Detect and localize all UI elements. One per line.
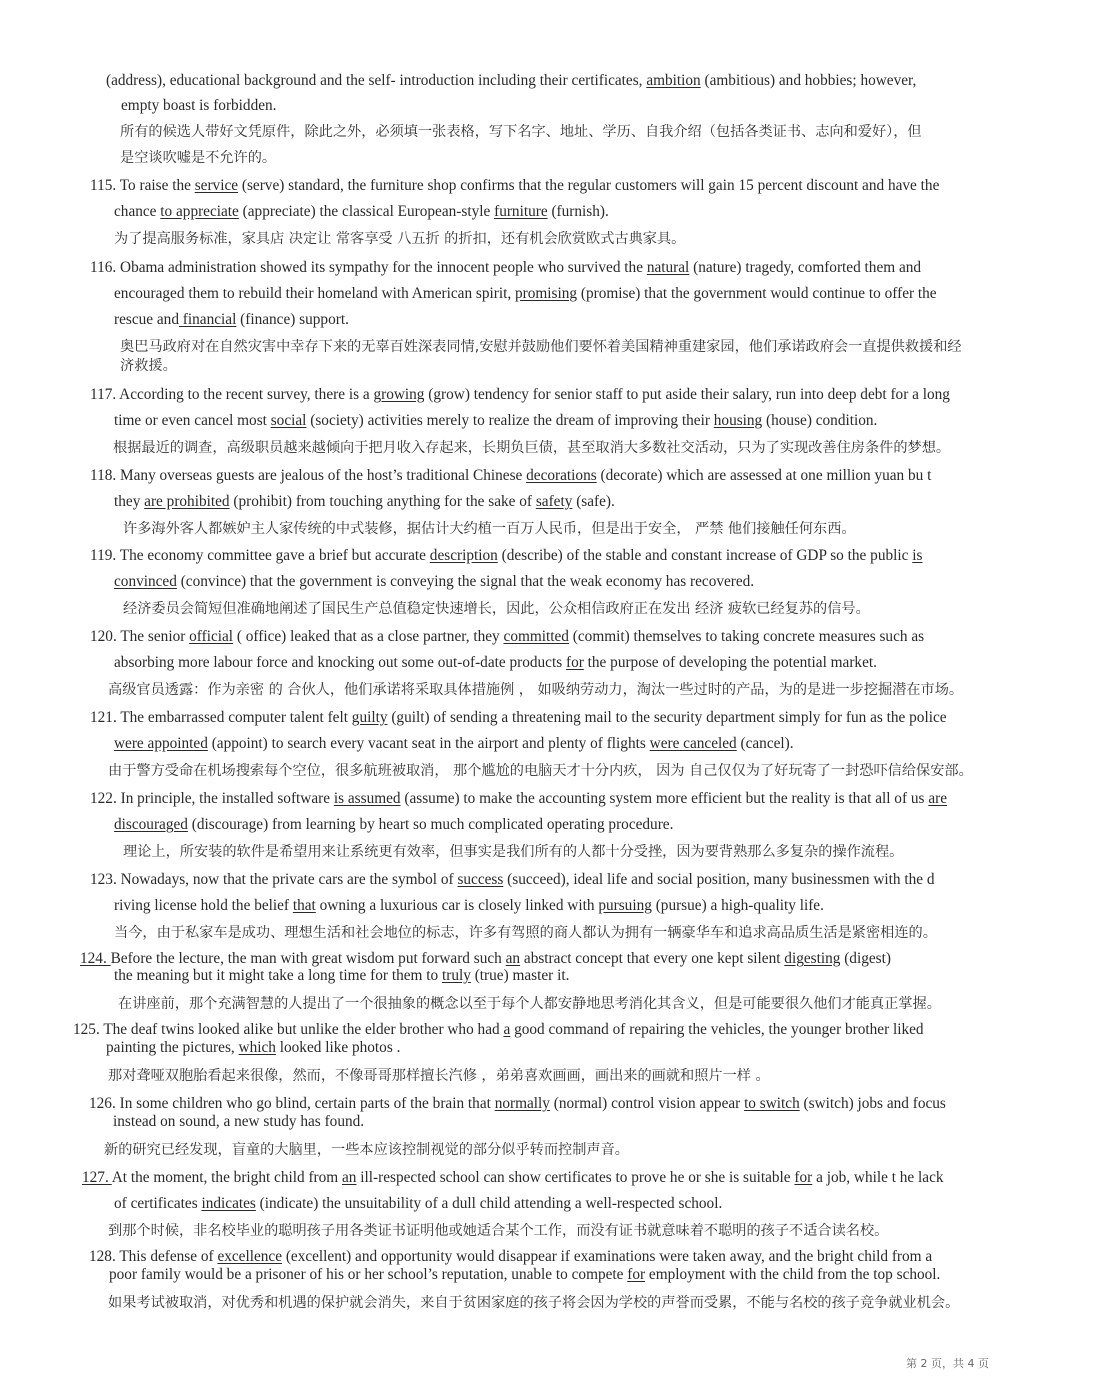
answer-word: success <box>457 871 504 888</box>
text-segment: (describe) of the stable and constant increase of GDP so the public <box>497 547 913 564</box>
text-segment: (appoint) to search every vacant seat in the airport and plenty of flights <box>207 735 650 752</box>
text-segment: painting the pictures, <box>106 1039 239 1056</box>
text-line <box>106 72 916 90</box>
text-segment: 济救援。 <box>120 358 177 374</box>
answer-word: promising <box>515 285 578 302</box>
answer-word: safety <box>535 493 573 510</box>
text-line <box>114 285 937 303</box>
text-line <box>73 1021 924 1039</box>
text-segment: 115. To raise the <box>90 177 195 194</box>
translation-line <box>108 681 963 699</box>
text-segment: 所有的候选人带好文凭原件，除此之外，必须填一张表格，写下名字、地址、学历、自我介绍（包括各类证书、志向和爱好），但 <box>120 124 922 140</box>
text-segment: (true) master it. <box>470 967 570 984</box>
text-line <box>114 897 824 915</box>
answer-word: an <box>505 950 521 967</box>
answer-word: 124. <box>80 950 111 967</box>
text-segment: riving license hold the belief <box>114 897 293 914</box>
answer-word: furniture <box>494 203 548 220</box>
text-segment: (normal) control vision appear <box>549 1095 745 1112</box>
answer-word: for <box>627 1266 646 1283</box>
text-segment: 122. In principle, the installed software <box>90 790 334 807</box>
text-segment: (switch) jobs and focus <box>799 1095 946 1112</box>
text-segment: 根据最近的调查，高级职员越来越倾向于把月收入存起来，长期负巨债，甚至取消大多数社交活动，只为了实现改善住房条件的梦想。 <box>113 440 951 456</box>
text-segment: (grow) tendency for senior staff to put aside their salary, run into deep debt for a long <box>424 386 950 403</box>
answer-word: that <box>292 897 316 914</box>
text-segment: 125. The deaf twins looked alike but unlike the elder brother who had <box>73 1021 504 1038</box>
text-segment: 当今，由于私家车是成功、理想生活和社会地位的标志，许多有驾照的商人都认为拥有一辆豪华车和追求高品质生活是紧密相连的。 <box>114 925 937 941</box>
text-segment: good command of repairing the vehicles, the younger brother liked <box>510 1021 924 1038</box>
answer-word: for <box>565 654 584 671</box>
answer-word: is assumed <box>333 790 401 807</box>
text-segment: (address), educational background and the self- introduction including their certificates, <box>106 72 647 89</box>
text-segment: 为了提高服务标准，家具店 决定让 常客享受 八五折 的折扣，还有机会欣赏欧式古典家具。 <box>114 231 686 247</box>
text-segment: 如果考试被取消，对优秀和机遇的保护就会消失，来自于贫困家庭的孩子将会因为学校的声誉而受累，不能与名校的孩子竞争就业机会。 <box>108 1295 960 1311</box>
text-segment: abstract concept that every one kept silent <box>520 950 785 967</box>
text-segment: (assume) to make the accounting system more efficient but the reality is that all of us <box>400 790 929 807</box>
text-segment: 由于警方受命在机场搜索每个空位，很多航班被取消， 那个尴尬的电脑天才十分内疚， 因为 自己仅仅为了好玩寄了一封恐吓信给保安部。 <box>108 763 973 779</box>
answer-word: convinced <box>114 573 177 590</box>
translation-line <box>120 357 177 375</box>
text-segment: (succeed), ideal life and social position, many businessmen with the d <box>503 871 935 888</box>
translation-line <box>114 924 937 942</box>
answer-word: truly <box>441 967 471 984</box>
text-segment: 那对聋哑双胞胎看起来很像，然而，不像哥哥那样擅长汽修 ，弟弟喜欢画画，画出来的画就和照片一样 。 <box>108 1068 770 1084</box>
translation-line <box>120 123 922 141</box>
answer-word: normally <box>494 1095 550 1112</box>
answer-word: ambition <box>646 72 701 89</box>
text-segment: 116. Obama administration showed its sympathy for the innocent people who survived the <box>90 259 647 276</box>
text-segment: time or even cancel most <box>114 412 271 429</box>
text-segment: 经济委员会简短但准确地阐述了国民生产总值稳定快速增长，因此，公众相信政府正在发出 经济 疲软已经复苏的信号。 <box>123 601 870 617</box>
text-segment: rescue and <box>114 311 179 328</box>
text-segment: 到那个时候，非名校毕业的聪明孩子用各类证书证明他或她适合某个工作，而没有证书就意味着不聪明的孩子不适合读名校。 <box>108 1223 889 1239</box>
text-line <box>114 1195 722 1213</box>
text-segment: (promise) that the government would continue to offer the <box>577 285 937 302</box>
text-line <box>82 1169 944 1187</box>
text-segment: (excellent) and opportunity would disappear if examinations were taken away, and the bright child from a <box>282 1248 933 1265</box>
text-segment: (serve) standard, the furniture shop confirms that the regular customers will gain 15 percent discount and have the <box>238 177 940 194</box>
translation-line <box>123 520 856 538</box>
answer-word: were canceled <box>649 735 737 752</box>
text-segment: empty boast is forbidden. <box>121 97 277 114</box>
translation-line <box>114 230 685 248</box>
text-line <box>114 311 349 329</box>
text-segment: 120. The senior <box>90 628 190 645</box>
text-segment: 123. Nowadays, now that the private cars are the symbol of <box>90 871 458 888</box>
answer-word: to switch <box>744 1095 800 1112</box>
text-segment: 119. The economy committee gave a brief but accurate <box>90 547 430 564</box>
answer-word: official <box>189 628 234 645</box>
text-segment: 在讲座前，那个充满智慧的人提出了一个很抽象的概念以至于每个人都安静地思考消化其含义，但是可能要很久他们才能真正掌握。 <box>118 996 941 1012</box>
text-line <box>114 203 609 221</box>
answer-word: for <box>794 1169 813 1186</box>
answer-word: pursuing <box>598 897 652 914</box>
answer-word: were appointed <box>114 735 208 752</box>
text-line <box>90 871 935 889</box>
answer-word: financial <box>178 311 237 328</box>
text-segment: 许多海外客人都嫉妒主人家传统的中式装修，据估计大约植一百万人民币，但是出于安全， 严禁 他们接触任何东西。 <box>123 521 856 537</box>
text-line <box>90 467 931 485</box>
text-segment: Before the lecture, the man with great wisdom put forward such <box>110 950 506 967</box>
text-segment: 117. According to the recent survey, there is a <box>90 386 374 403</box>
answer-word: social <box>270 412 307 429</box>
translation-line <box>104 1141 629 1159</box>
answer-word: an <box>342 1169 357 1186</box>
text-segment: a job, while t he lack <box>812 1169 944 1186</box>
text-line <box>114 412 877 430</box>
answer-word: to appreciate <box>160 203 239 220</box>
text-segment: (finance) support. <box>236 311 349 328</box>
translation-line <box>108 1222 888 1240</box>
text-line <box>114 573 754 591</box>
text-line <box>89 1248 932 1266</box>
page-number: 第 2 页，共 4 页 <box>906 1357 989 1370</box>
translation-line <box>108 1067 770 1085</box>
text-segment: 高级官员透露：作为亲密 的 合伙人，他们承诺将采取具体措施例 ， 如吸纳劳动力，淘汰一些过时的产品，为的是进一步挖掘潜在市场。 <box>108 682 964 698</box>
text-segment: ill-respected school can show certificates to prove he or she is suitable <box>356 1169 795 1186</box>
text-segment: (ambitious) and hobbies; however, <box>700 72 917 89</box>
text-segment: (indicate) the unsuitability of a dull child attending a well-respected school. <box>255 1195 723 1212</box>
text-segment: employment with the child from the top school. <box>645 1266 941 1283</box>
text-segment: looked like photos . <box>275 1039 401 1056</box>
text-line <box>109 1266 940 1284</box>
text-segment: instead on sound, a new study has found. <box>113 1113 365 1130</box>
answer-word: discouraged <box>114 816 188 833</box>
answer-word: are prohibited <box>144 493 230 510</box>
text-segment: 121. The embarrassed computer talent felt <box>90 709 352 726</box>
text-segment: (commit) themselves to taking concrete measures such as <box>568 628 925 645</box>
answer-word: decorations <box>526 467 597 484</box>
text-segment: (nature) tragedy, comforted them and <box>689 259 922 276</box>
text-line <box>90 709 947 727</box>
text-line <box>114 816 673 834</box>
text-segment: 118. Many overseas guests are jealous of the host’s traditional Chinese <box>90 467 527 484</box>
text-segment: of certificates <box>114 1195 202 1212</box>
text-line <box>90 790 947 808</box>
text-line <box>90 177 939 195</box>
text-segment: 126. In some children who go blind, certain parts of the brain that <box>89 1095 495 1112</box>
text-line <box>114 493 615 511</box>
answer-word: growing <box>373 386 425 403</box>
text-line <box>90 547 922 565</box>
text-segment: (appreciate) the classical European-style <box>238 203 495 220</box>
text-segment: chance <box>114 203 161 220</box>
translation-line <box>118 995 941 1013</box>
text-segment: (pursue) a high-quality life. <box>651 897 824 914</box>
text-segment: (cancel). <box>736 735 794 752</box>
answer-word: committed <box>503 628 569 645</box>
text-line <box>90 259 921 277</box>
translation-line <box>123 843 903 861</box>
text-segment: 理论上，所安装的软件是希望用来让系统更有效率，但事实是我们所有的人都十分受挫，因为要背熟那么多复杂的操作流程。 <box>123 844 904 860</box>
text-line <box>90 386 950 404</box>
translation-line <box>120 338 962 356</box>
text-line <box>106 1039 400 1057</box>
text-segment: the meaning but it might take a long time for them to <box>114 967 442 984</box>
translation-line <box>108 762 973 780</box>
text-segment: (furnish). <box>547 203 609 220</box>
text-segment: absorbing more labour force and knocking out some out-of-date products <box>114 654 566 671</box>
answer-word: guilty <box>351 709 388 726</box>
text-segment: owning a luxurious car is closely linked with <box>315 897 599 914</box>
answer-word: indicates <box>201 1195 256 1212</box>
text-segment: (digest) <box>840 950 891 967</box>
text-segment: (decorate) which are assessed at one million yuan bu t <box>596 467 932 484</box>
text-segment: (house) condition. <box>762 412 878 429</box>
text-segment: (prohibit) from touching anything for the sake of <box>229 493 536 510</box>
text-line <box>114 735 794 753</box>
translation-line <box>123 600 870 618</box>
translation-line <box>120 149 276 167</box>
text-segment: (discourage) from learning by heart so much complicated operating procedure. <box>187 816 674 833</box>
text-segment: 128. This defense of <box>89 1248 218 1265</box>
answer-word: are <box>928 790 947 807</box>
text-segment: encouraged them to rebuild their homeland with American spirit, <box>114 285 516 302</box>
answer-word: a <box>503 1021 511 1038</box>
text-line <box>80 950 891 968</box>
text-segment: 新的研究已经发现，盲童的大脑里，一些本应该控制视觉的部分似乎转而控制声音。 <box>104 1142 629 1158</box>
text-segment: At the moment, the bright child from <box>111 1169 343 1186</box>
answer-word: excellence <box>217 1248 282 1265</box>
text-segment: the purpose of developing the potential market. <box>583 654 877 671</box>
text-line <box>90 628 924 646</box>
text-line <box>114 967 569 985</box>
text-segment: (society) activities merely to realize the dream of improving their <box>306 412 714 429</box>
text-segment: (guilt) of sending a threatening mail to the security department simply for fun as the police <box>387 709 947 726</box>
answer-word: natural <box>646 259 690 276</box>
text-segment: 是空谈吹嘘是不允许的。 <box>120 150 277 166</box>
text-segment: (convince) that the government is conveying the signal that the weak economy has recovered. <box>176 573 755 590</box>
text-segment: they <box>114 493 145 510</box>
translation-line <box>108 1294 959 1312</box>
text-segment: (safe). <box>572 493 615 510</box>
text-line <box>114 654 877 672</box>
answer-word: description <box>429 547 498 564</box>
text-line <box>113 1113 364 1131</box>
text-line <box>121 97 277 115</box>
text-segment: poor family would be a prisoner of his or her school’s reputation, unable to compete <box>109 1266 628 1283</box>
answer-word: 127. <box>82 1169 112 1186</box>
answer-word: housing <box>713 412 763 429</box>
answer-word: is <box>912 547 923 564</box>
answer-word: service <box>194 177 239 194</box>
text-line <box>89 1095 946 1113</box>
translation-line <box>113 439 950 457</box>
answer-word: digesting <box>784 950 841 967</box>
answer-word: which <box>238 1039 276 1056</box>
text-segment: 奥巴马政府对在自然灾害中幸存下来的无辜百姓深表同情,安慰并鼓励他们要怀着美国精神重建家园，他们承诺政府会一直提供救援和经 <box>120 339 962 355</box>
text-segment: ( office) leaked that as a close partner, they <box>233 628 504 645</box>
